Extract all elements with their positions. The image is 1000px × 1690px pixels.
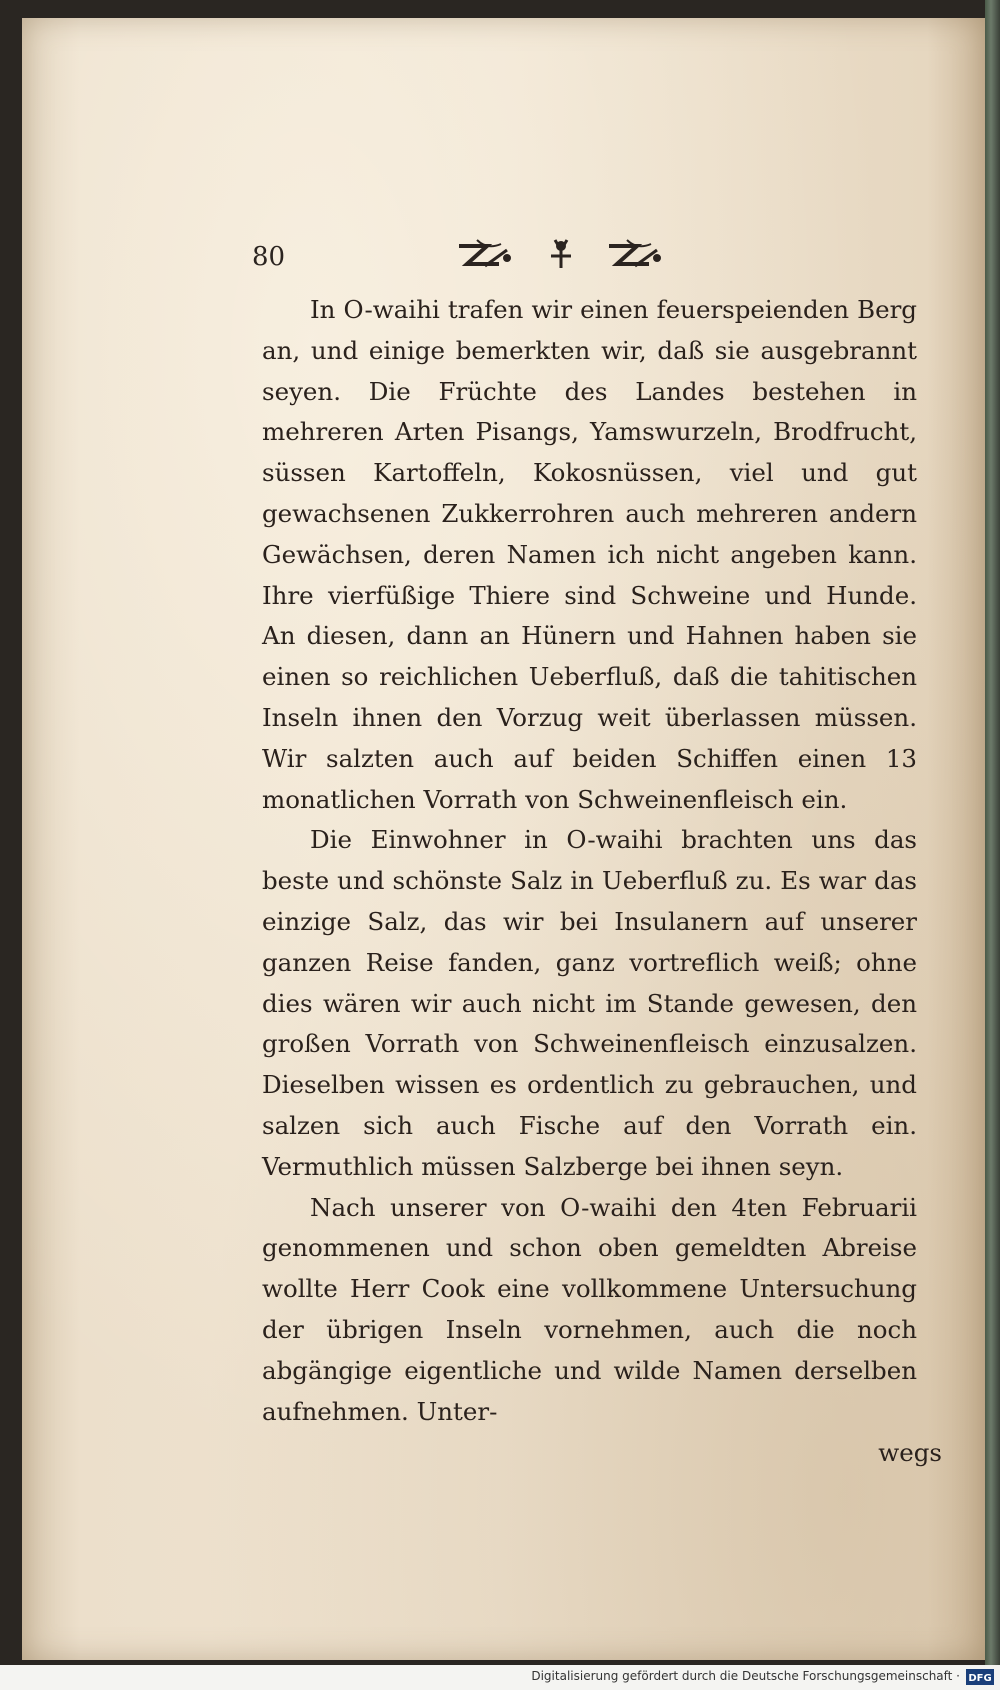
- catchword: wegs: [878, 1438, 942, 1467]
- page-header: [252, 236, 692, 276]
- digitization-footer: [0, 1665, 1000, 1690]
- header-ornament-icon: [457, 236, 667, 272]
- svg-text:DFG: DFG: [968, 1673, 992, 1684]
- book-spine: [985, 0, 1000, 1665]
- paragraph: Nach unserer von O-waihi den 4ten Februarii genommenen und schon oben gemeldten Abreise wollte Herr Cook eine vollkommene Untersuchung der übrigen Inseln vornehmen, auch die noch abgängige eigentliche und wilde Namen derselben aufnehmen. Unter-: [262, 1192, 917, 1426]
- paragraph: In O-waihi trafen wir einen feuerspeienden Berg an, und einige bemerkten wir, daß sie ausgebrannt seyen. Die Früchte des Landes bestehen in mehreren Arten Pisangs, Yamswurzeln, Brodfrucht, süssen Kartoffeln, Kokosnüssen, viel und gut gewachsenen Zukkerrohren auch mehreren andern Gewächsen, deren Namen ich nicht angeben kann. Ihre vierfüßige Thiere sind Schweine und Hunde. An diesen, dann an Hünern und Hahnen haben sie einen so reichlichen Ueberfluß, daß die tahitischen Inseln ihnen den Vorzug weit überlassen müssen. Wir salzten auch auf beiden Schiffen einen 13 monatlichen Vorrath von Schweinenfleisch ein.: [262, 295, 917, 814]
- paragraph: Die Einwohner in O-waihi brachten uns das beste und schönste Salz in Ueberfluß zu. Es war das einzige Salz, das wir bei Insulanern auf unserer ganzen Reise fanden, ganz vortreflich weiß; ohne dies wären wir auch nicht im Stande gewesen, den großen Vorrath von Schweinenfleisch einzusalzen. Dieselben wissen es ordentlich zu gebrauchen, und salzen sich auch Fische auf den Vorrath ein. Vermuthlich müssen Salzberge bei ihnen seyn.: [262, 825, 917, 1181]
- funding-credit: Digitalisierung gefördert durch die Deutsche Forschungsgemeinschaft ·: [531, 1669, 960, 1683]
- dfg-logo-icon: [966, 1669, 994, 1685]
- body-text: [262, 290, 917, 1432]
- page-number: 80: [252, 242, 286, 272]
